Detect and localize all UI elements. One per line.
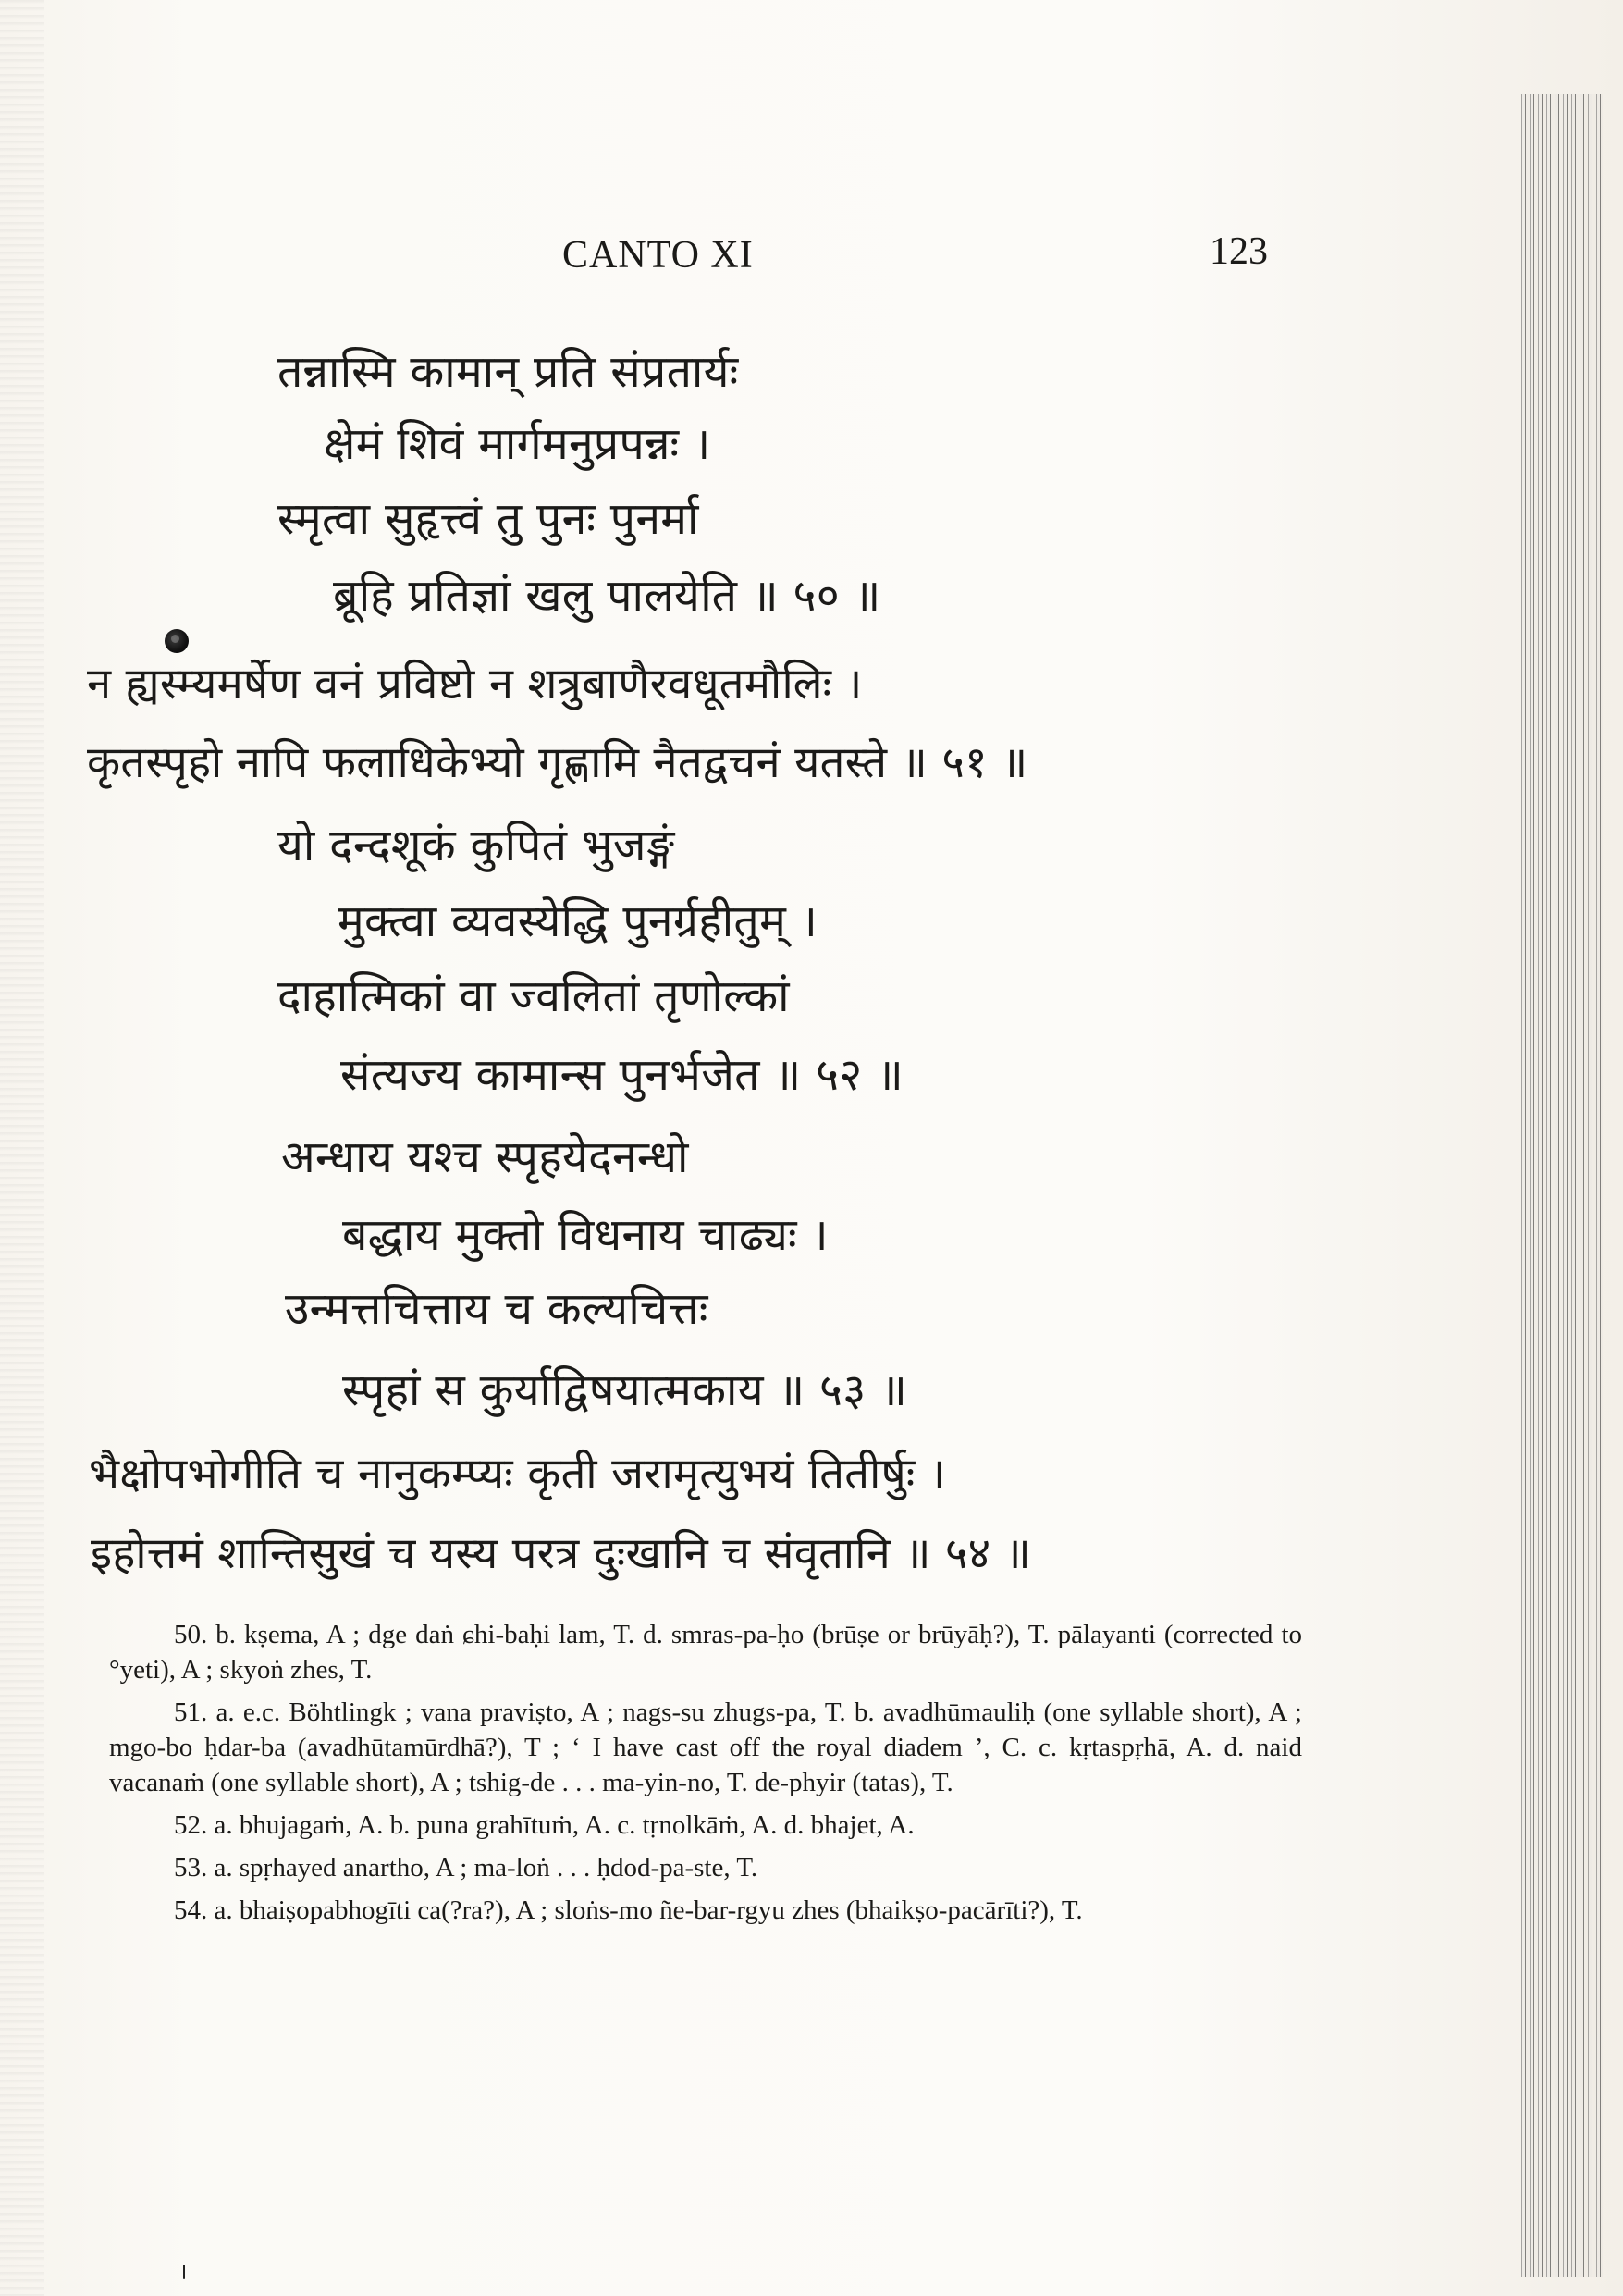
verse-line: बद्धाय मुक्तो विधनाय चाढ्यः । — [342, 1209, 829, 1261]
footnotes — [109, 1617, 1302, 1935]
verse-line: ब्रूहि प्रतिज्ञां खलु पालयेति ॥ ५० ॥ — [333, 570, 881, 622]
verse-line: इहोत्तमं शान्तिसुखं च यस्य परत्र दुःखानि च संवृतानि ॥ ५४ ॥ — [91, 1528, 1032, 1579]
verse-line: यो दन्दशूकं कुपितं भुजङ्गं — [277, 820, 675, 871]
footnote-54: 54. a. bhaiṣopabhogīti ca(?ra?), A ; sloṅs-mo ñe-bar-rgyu zhes (bhaikṣo-pacārīti?), T. — [174, 1895, 1083, 1925]
page-number: 123 — [1210, 230, 1268, 273]
verse-line: मुक्त्वा व्यवस्येद्धि पुनर्ग्रहीतुम् । — [338, 895, 818, 947]
verse-line: तन्नास्मि कामान् प्रति संप्रतार्यः — [277, 346, 739, 398]
running-head: CANTO XI — [562, 234, 754, 277]
footnote-50: 50. b. kṣema, A ; dge daṅ ɕhi-baḥi lam, T. d. smras-pa-ḥo (brūṣe or brūyāḥ?), T. pālayanti (corrected to °yeti), A ; skyoṅ zhes, T. — [109, 1620, 1302, 1685]
verse-line: स्मृत्वा सुहृत्त्वं तु पुनः पुनर्मा — [277, 493, 699, 545]
verse-line: कृतस्पृहो नापि फलाधिकेभ्यो गृह्णामि नैतद्वचनं यतस्ते ॥ ५१ ॥ — [87, 737, 1028, 788]
ink-blot-mark — [165, 629, 189, 653]
footnote-52: 52. a. bhujagaṁ, A. b. puna grahītuṁ, A. c. tṛnolkāṁ, A. d. bhajet, A. — [174, 1810, 915, 1840]
footnote-51: 51. a. e.c. Böhtlingk ; vana praviṣto, A ; nags-su zhugs-pa, T. b. avadhūmauliḥ (one syllable short), A ; mgo-bo ḥdar-ba (avadhūtamūrdhā?), T ; ‘ I have cast off the royal diadem ’, C. c. kṛtaspṛhā, A. d. naid vacanaṁ (one syllable short), A ; tshig-de . . . ma-yin-no, T. de-phyir (tatas), T. — [109, 1697, 1302, 1797]
verse-line: न ह्यस्म्यमर्षेण वनं प्रविष्टो न शत्रुबाणैरवधूतमौलिः । — [87, 659, 863, 710]
footnote-53: 53. a. spṛhayed anartho, A ; ma-loṅ . . . ḥdod-pa-ste, T. — [174, 1853, 758, 1882]
verse-line: अन्धाय यश्च स्पृहयेदनन्धो — [281, 1131, 689, 1183]
small-stray-mark — [183, 2265, 185, 2279]
verse-line: भैक्षोपभोगीति च नानुकम्प्यः कृती जरामृत्युभयं तितीर्षुः । — [89, 1449, 946, 1500]
verse-line: स्पृहां स कुर्याद्विषयात्मकाय ॥ ५३ ॥ — [342, 1364, 908, 1416]
verse-line: उन्मत्तचित्ताय च कल्यचित्तः — [285, 1283, 708, 1335]
verse-line: संत्यज्य कामान्स पुनर्भजेत ॥ ५२ ॥ — [340, 1049, 904, 1101]
verse-line: दाहात्मिकां वा ज्वलितां तृणोल्कां — [277, 970, 790, 1022]
verse-line: क्षेमं शिवं मार्गमनुप्रपन्नः । — [324, 418, 711, 470]
